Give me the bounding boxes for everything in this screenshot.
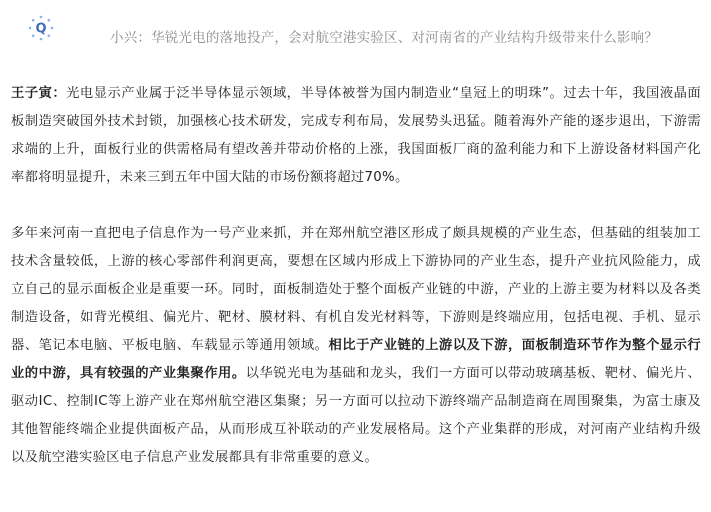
answer-article (11, 80, 701, 472)
answer-paragraph-1 (11, 80, 701, 192)
answer-paragraph-2 (11, 220, 701, 472)
question-row (22, 10, 702, 46)
paragraph-2-bold-text: 相比于产业链的上游以及下游，面板制造环节作为整个显示行业的中游，具有较强的产业集聚作用。 (11, 338, 701, 381)
paragraph-2-text-a: 多年来河南一直把电子信息作为一号产业来抓，并在郑州航空港区形成了颇具规模的产业生态，但基础的组装加工技术含量较低，上游的核心零部件利润更高，要想在区域内形成上下游协同的产业生态，提升产业抗风险能力，成立自己的显示面板企业是重要一环。同时，面板制造处于整个面板产业链的中游，产业的上游主要为材料以及各类制造设备，如背光模组、偏光片、靶材、膜材料、有机自发光材料等，下游则是终端应用，包括电视、手机、显示器、笔记本电脑、平板电脑、车载显示等通用领域。 (11, 226, 701, 353)
paragraph-1-text: 光电显示产业属于泛半导体显示领域，半导体被誉为国内制造业“皇冠上的明珠”。过去十年，我国液晶面板制造突破国外技术封锁，加强核心技术研发，完成专利布局，发展势头迅猛。随着海外产能的逐步退出，下游需求端的上升，面板行业的供需格局有望改善并带动价格的上涨，我国面板厂商的盈利能力和下上游设备材料国产化率都将明显提升，未来三到五年中国大陆的市场份额将超过70%。 (11, 86, 701, 185)
q-badge-icon (28, 15, 54, 41)
question-text: 小兴：华锐光电的落地投产，会对航空港实验区、对河南省的产业结构升级带来什么影响？ (110, 30, 658, 46)
speaker-name: 王子寅： (11, 86, 67, 101)
paragraph-2-text-b: 以华锐光电为基础和龙头，我们一方面可以带动玻璃基板、靶材、偏光片、驱动IC、控制IC等上游产业在郑州航空港区集聚；另一方面可以拉动下游终端产品制造商在周围聚集，为富士康及其他智能终端企业提供面板产品，从而形成互补联动的产业发展格局。这个产业集群的形成，对河南产业结构升级以及航空港实验区电子信息产业发展都具有非常重要的意义。 (11, 366, 701, 465)
svg-text:Q: Q (35, 21, 47, 37)
